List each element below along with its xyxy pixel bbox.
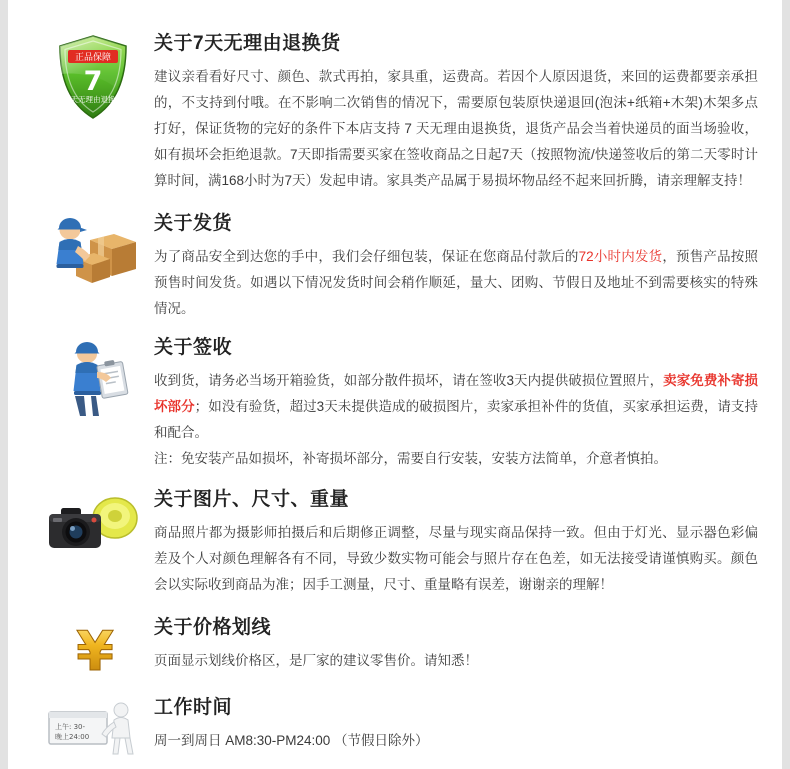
page-left-edge	[0, 0, 8, 769]
price-body: 页面显示划线价格区，是厂家的建议零售价。请知悉！	[154, 653, 478, 668]
shipping-highlight-72h: 72小时内发货	[578, 249, 663, 264]
price-icon-col	[32, 616, 154, 683]
signing-icon-col	[32, 336, 154, 416]
shield-7day-icon	[56, 34, 130, 120]
signing-body-part-3: ；如没有验货，超过3天未提供造成的破损图片，卖家承担补件的货值，买家承担运费，请支持和配合。	[154, 399, 758, 440]
shipping-text-col	[154, 212, 758, 322]
section-shipping	[8, 212, 782, 322]
svg-text:晚上24:00: 晚上24:00	[55, 733, 90, 741]
business-hours-sign-icon	[43, 698, 143, 758]
signing-body-part-1: 收到货，请务必当场开箱验货，如部分散件损坏，请在签收3天内提供破损位置照片，	[154, 373, 664, 388]
price-text-col	[154, 616, 758, 674]
signing-text-col	[154, 336, 758, 472]
receipt-inspector-icon	[57, 338, 129, 416]
page-right-edge	[782, 0, 790, 769]
signing-note: 注：免安装产品如损坏，补寄损坏部分，需要自行安装，安装方法简单，介意者慎拍。	[154, 451, 667, 466]
policy-content	[8, 0, 782, 769]
warranty-title: 关于7天无理由退换货	[154, 33, 341, 54]
hours-title: 工作时间	[154, 697, 233, 718]
shipping-title: 关于发货	[154, 213, 233, 234]
shipping-body-part-3: ，预售产品按照预售时间发货。如遇以下情况发货时间会稍作顺延，量大、团购、节假日及地址不到需要核实的特殊情况。	[154, 249, 758, 316]
warranty-text-col	[154, 32, 758, 194]
signing-body	[154, 368, 758, 446]
shipping-body	[154, 244, 758, 322]
photos-title: 关于图片、尺寸、重量	[154, 489, 350, 510]
signing-title: 关于签收	[154, 337, 233, 358]
photos-text-col	[154, 488, 758, 598]
svg-text:上午: 30-: 上午: 30-	[55, 723, 86, 731]
photos-body: 商品照片都为摄影师拍摄后和后期修正调整，尽量与现实商品保持一致。但由于灯光、显示器色彩偏差及个人对颜色理解各有不同，导致少数实物可能会与照片存在色差，如无法接受请谨慎购买。颜色会以实际收到商品为准；因手工测量，尺寸、重量略有误差，谢谢亲的理解！	[154, 525, 758, 592]
section-warranty	[8, 32, 782, 194]
section-hours	[8, 696, 782, 758]
hours-body: 周一到周日 AM8:30-PM24:00 （节假日除外）	[154, 733, 429, 748]
warranty-body: 建议亲看看好尺寸、颜色、款式再拍，家具重，运费高。若因个人原因退货，来回的运费都要亲承担的，不支持到付哦。在不影响二次销售的情况下，需要原包装原快递退回(泡沫+纸箱+木架)木架多点打好，保证货物的完好的条件下本店支持 7 天无理由退换货，退货产品会当着快递员的面当场验收，如有损坏会拒绝退款。7天即指需要买家在签收商品之日起7天（按照物流/快递签收后的第二天零时计算时间，满168小时为7天）发起申请。家具类产品属于易损坏物品经不起来回折腾，请亲理解支持！	[154, 69, 758, 188]
hours-icon-col	[32, 696, 154, 758]
signing-highlight-free-reship: 卖家免费补寄损坏部分	[154, 373, 758, 414]
section-price	[8, 616, 782, 683]
svg-text:正品保障: 正品保障	[74, 53, 112, 63]
svg-text:天无理由退换: 天无理由退换	[70, 95, 116, 104]
shipping-body-part-1: 为了商品安全到达您的手中，我们会仔细包装，保证在您商品付款后的	[154, 249, 579, 264]
section-signing	[8, 336, 782, 472]
warranty-icon-col	[32, 32, 154, 120]
price-title: 关于价格划线	[154, 617, 272, 638]
delivery-man-boxes-icon	[50, 214, 136, 284]
section-photos	[8, 488, 782, 598]
yen-symbol-icon	[61, 618, 125, 683]
svg-text:7: 7	[83, 66, 103, 97]
svg-text:¥: ¥	[76, 620, 114, 683]
hours-text-col	[154, 696, 758, 754]
photos-icon-col	[32, 488, 154, 556]
shipping-icon-col	[32, 212, 154, 284]
camera-tape-icon	[45, 490, 141, 556]
